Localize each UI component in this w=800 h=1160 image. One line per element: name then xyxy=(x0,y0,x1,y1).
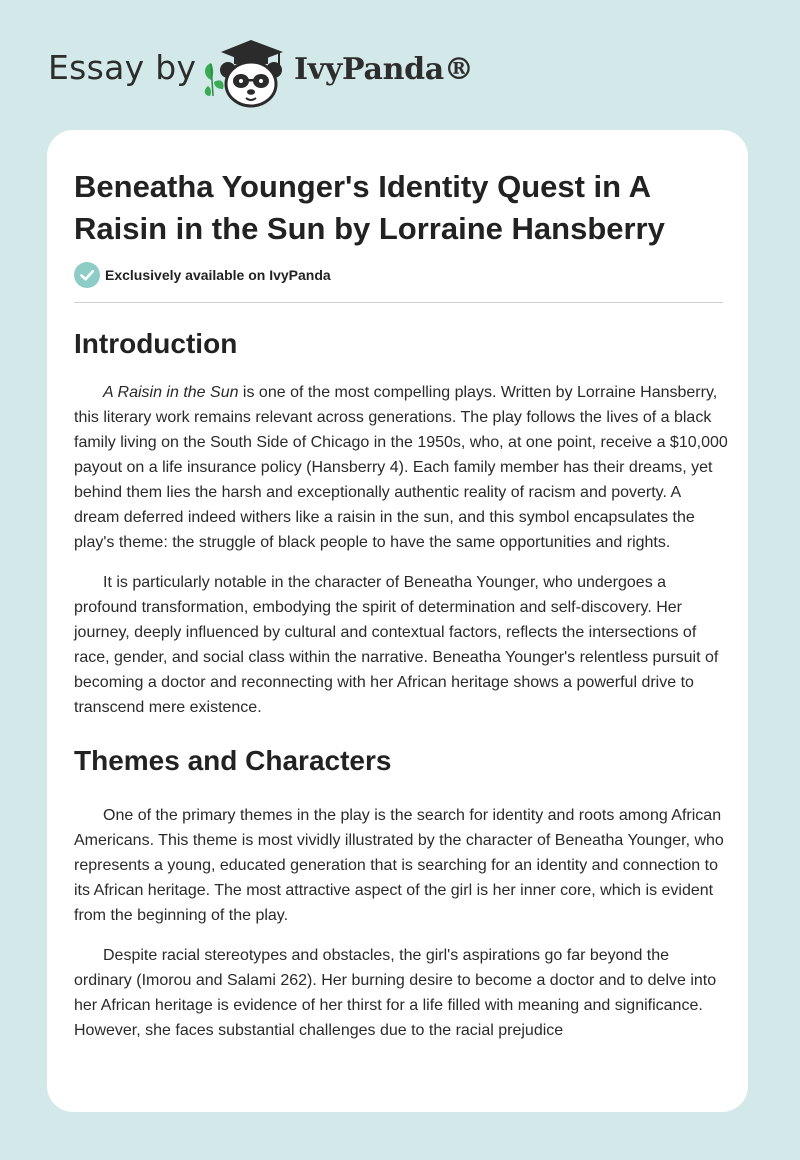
paragraph xyxy=(74,380,729,555)
site-header xyxy=(0,0,800,130)
paragraph-text: is one of the most compelling plays. Written by Lorraine Hansberry, this literary work remains relevant across generations. The play follows the lives of a black family living on the South Side of Chicago in the 1950s, who, at one point, receive a $10,000 payout on a life insurance policy (Hansberry 4). Each family member has their dreams, yet behind them lies the harsh and exceptionally authentic reality of racism and poverty. A dream deferred indeed withers like a raisin in the sun, and this symbol encapsulates the play's theme: the struggle of black people to have the same opportunities and rights. xyxy=(74,384,728,551)
essay-title: Beneatha Younger's Identity Quest in A Raisin in the Sun by Lorraine Hansberry xyxy=(74,169,665,246)
paragraph: Despite racial stereotypes and obstacles, the girl's aspirations go far beyond the ordinary (Imorou and Salami 262). Her burning desire to become a doctor and to delve into her African heritage is evidence of her thirst for a life filled with meaning and significance. However, she faces substantial challenges due to the racial prejudice xyxy=(74,947,717,1039)
brand-prefix: Essay by xyxy=(48,48,197,87)
divider xyxy=(74,302,723,303)
essay-body xyxy=(74,318,729,1058)
exclusive-badge xyxy=(74,262,331,288)
paragraph: One of the primary themes in the play is the search for identity and roots among African Americans. This theme is most vividly illustrated by the character of Beneatha Younger, who represents a young, educated generation that is searching for an identity and connection to its African heritage. The most attractive aspect of the girl is her inner core, which is evident from the beginning of the play. xyxy=(74,807,724,924)
section-heading: Themes and Characters xyxy=(74,745,392,776)
brand-name: IvyPanda® xyxy=(294,52,474,87)
paragraph: It is particularly notable in the character of Beneatha Younger, who undergoes a profound transformation, embodying the spirit of determination and self-discovery. Her journey, deeply influenced by cultural and contextual factors, reflects the intersections of race, gender, and social class within the narrative. Beneatha Younger's relentless pursuit of becoming a doctor and reconnecting with her African heritage shows a powerful drive to transcend mere existence. xyxy=(74,574,719,716)
essay-card xyxy=(47,130,748,1112)
section-heading: Introduction xyxy=(74,328,238,359)
panda-graduate-icon xyxy=(201,36,293,108)
badge-label: Exclusively available on IvyPanda xyxy=(105,267,331,283)
check-circle-icon xyxy=(74,262,100,288)
play-title: A Raisin in the Sun xyxy=(103,384,239,401)
